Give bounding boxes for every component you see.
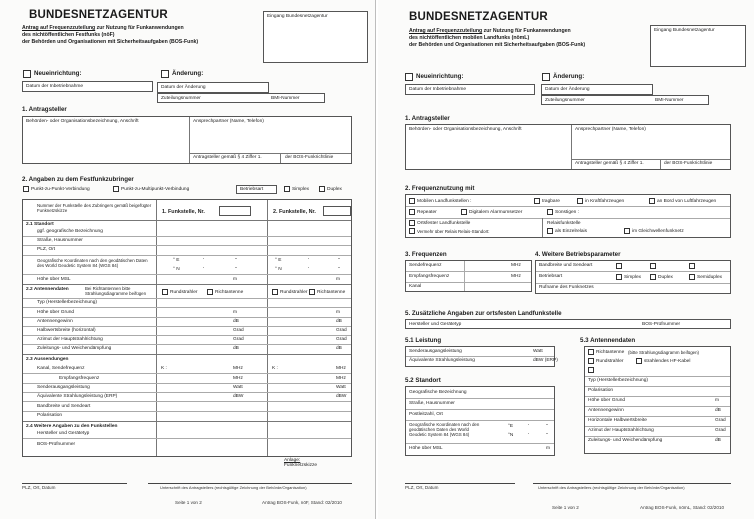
zuteilungsnummer-field[interactable]: Zuteilungsnummer BMI-Nummer [541, 95, 709, 105]
section-53-title: 5.3 Antennendaten [580, 337, 636, 344]
inbetriebnahme-field[interactable]: Datum der Inbetriebnahme [405, 84, 535, 95]
standort-box[interactable]: Geografische Bezeichnung Straße, Hausnummer Postleitzahl, Ort Geografische Koordinaten nach den geodätischen Daten des World Geodetic System 84 (WGS 84) °E ' '' °N ' '' Höhe über MSL m [405, 386, 555, 456]
section-51-title: 5.1 Leistung [405, 337, 442, 344]
aenderung-datum-field[interactable]: Datum der Änderung [541, 84, 653, 95]
antragsteller-box[interactable]: Behörden- oder Organisationsbezeichnung, Anschrift Ansprechpartner (Name, Telefon) Antragsteller gemäß § 4 Ziffer 1. der BOS-Funkrichtlinie [405, 124, 731, 170]
aenderung-checkbox[interactable] [542, 73, 550, 81]
eingang-box[interactable]: Eingang Bundesnetzagentur [263, 11, 368, 63]
section-5-title: 5. Zusätzliche Angaben zur ortsfesten Landfunkstelle [405, 310, 562, 317]
section-4-title: 4. Weitere Betriebsparameter [535, 251, 621, 258]
duplex-checkbox[interactable] [319, 186, 325, 192]
org-title: BUNDESNETZAGENTUR [29, 9, 168, 21]
section-2-title: 2. Angaben zu dem Festfunkzubringer [22, 176, 134, 183]
eingang-box[interactable]: Eingang Bundesnetzagentur [650, 25, 746, 67]
antennendaten-box[interactable]: Richtantenne (bitte Strahlungsdiagramm beifügen) Rundstrahler strahlendes HF-Kabel Typ (Herstellerbezeichnung) Polarisation Höhe über Grund m Antennengewinn dB Horizontale Halbwertsbreite Grad Azimut der Hauptstrahlrichtung Grad Zuleitungs- und Weichendämpfung dB [584, 346, 731, 454]
frequenzen-box[interactable]: Sendefrequenz MHz Empfangsfrequenz MHz Kanal [405, 260, 532, 292]
frequenznutzung-box[interactable]: Mobilen Landfunkstellen : tragbare in Kraftfahrzeugen an Bord von Luftfahrzeugen Repeater Digitalem Alarmumsetzer Sonstigen : Ortsfester Landfunkstelle Vermehr über Relais Relais-Standort: Relaisfunkstelle als Einzelrelais im Gleichwellenfunknetz [405, 194, 731, 238]
leistung-box[interactable]: Senderausgangsleistung Watt Äquivalente Strahlungsleistung dBW (ERP) [405, 346, 555, 367]
pmp-checkbox[interactable] [113, 186, 119, 192]
section-2-title: 2. Frequenznutzung mit [405, 185, 475, 192]
form-subtitle: Antrag auf Frequenzzuteilung zur Nutzung für Funkanwendungen des nichtöffentlichen Festfunks (nöF) der Behörden und Organisationen mit Sicherheitsaufgaben (BOS-Funk) [22, 25, 199, 45]
pp-checkbox[interactable] [23, 186, 29, 192]
neueinrichtung-checkbox[interactable] [23, 70, 31, 78]
aenderung-checkbox[interactable] [161, 70, 169, 78]
zuteilungsnummer-field[interactable]: Zuteilungsnummer BMI-Nummer [157, 93, 325, 103]
section-3-title: 3. Frequenzen [405, 251, 447, 258]
inbetriebnahme-field[interactable]: Datum der Inbetriebnahme [22, 81, 153, 92]
org-title: BUNDESNETZAGENTUR [409, 11, 548, 23]
hersteller-row[interactable]: Hersteller und Gerätetyp BOS-Prüfnummer [405, 319, 731, 329]
betriebsparameter-box[interactable]: Bandbreite und Sendeart Betriebsart Simplex Duplex Semiduplex Rufname des Funknetzes [535, 260, 731, 294]
simplex-checkbox[interactable] [284, 186, 290, 192]
neueinrichtung-checkbox[interactable] [405, 73, 413, 81]
zubringer-table[interactable]: Nummer der Funkstelle des Zubringers gemäß beigefügter Funknetzskizze 1. Funkstelle, Nr. 2. Funkstelle, Nr. 2.1 Standort ggf. geografische Bezeichnung Straße, Hausnummer PLZ, Ort Geografische Koordinaten nach den geodätischen Daten des World Geodetic System 84 (WGS 84) ° E ' '' ° N ' '' ° E ' '' ° N ' '' Höhe über MSL m m 2.2 Antennendaten Bei Richtantennen bitte Strahlungsdiagramme beifügen Rundstrahler Richtantenne Rundstrahler Richtantenne Typ (Herstellerbezeichnung) Höhe über Grund m m Antennengewinn dB dB Halbwertsbreite (horizontal) Grad Grad Azimut der Hauptstrahlrichtung Grad Grad Zuleitungs- und Weichendämpfung dB dB 2.3 Aussendungen Kanal, Sendefrequenz K : MHz K : MHz Empfangsfrequenz MHz MHz Senderausgangsleistung Watt Watt Äquivalente Strahlungsleistung (ERP) dBW dBW Bandbreite und Sendeart Polarisation 2.4 Weitere Angaben zu den Funkstellen Hersteller und Gerätetyp BOS-Prüfnummer [22, 199, 352, 457]
form-page-noeml: BUNDESNETZAGENTUR Antrag auf Frequenzzuteilung zur Nutzung für Funkanwendungen des nichtöffentlichen mobilen Landfunks (nömL) der Behörden und Organisationen mit Sicherheitsaufgaben (BOS-Funk) Eingang Bundesnetzagentur Neueinrichtung: Änderung: Datum der Inbetriebnahme Datum der Änderung Zuteilungsnummer BMI-Nummer 1. Antragsteller Behörden- oder Organisationsbezeichnung, Anschrift Ansprechpartner (Name, Telefon) Antragsteller gemäß § 4 Ziffer 1. der BOS-Funkrichtlinie 2. Frequenznutzung mit Mobilen Landfunkstellen : tragbare in Kraftfahrzeugen an Bord von Luftfahrzeugen Repeater Digitalem Alarmumsetzer Sonstigen : Ortsfester Landfunkstelle Vermehr über Relais Relais-Standort: Relaisfunkstelle als Einzelrelais im Gleichwellenfunknetz 3. Frequenzen Sendefrequenz MHz Empfangsfrequenz MHz Kanal 4. Weitere Betriebsparameter Bandbreite und Sendeart Betriebsart Simplex Duplex Semiduplex Rufname des Funknetzes 5. Zusätzliche Angaben zur ortsfesten Landfunkstelle Hersteller und Gerätetyp BOS-Prüfnummer 5.1 Leistung Senderausgangsleistung Watt Äquivalente Strahlungsleistung dBW (ERP) 5.2 Standort Geografische Bezeichnung Straße, Hausnummer Postleitzahl, Ort Geografische Koordinaten nach den geodätischen Daten des World Geodetic System 84 (WGS 84) °E ' '' °N ' '' Höhe über MSL m 5.3 Antennendaten Richtantenne (bitte Strahlungsdiagramm beifügen) Rundstrahler strahlendes HF-Kabel Typ (Herstellerbezeichnung) Polarisation Höhe über Grund m Antennengewinn dB Horizontale Halbwertsbreite Grad Azimut der Hauptstrahlrichtung Grad Zuleitungs- und Weichendämpfung dB PLZ, Ort, Datum Unterschrift des Antragstellers (rechtsgültige Zeichnung der Behörde/Organisation) Seite 1 von 2 Antrag BOS-Funk, nömL, Stand: 02/2010 [378, 0, 754, 519]
aenderung-datum-field[interactable]: Datum der Änderung [157, 82, 269, 93]
form-subtitle: Antrag auf Frequenzzuteilung zur Nutzung für Funkanwendungen des nichtöffentlichen mobilen Landfunks (nömL) der Behörden und Organisationen mit Sicherheitsaufgaben (BOS-Funk) [409, 28, 586, 48]
form-page-noef: BUNDESNETZAGENTUR Antrag auf Frequenzzuteilung zur Nutzung für Funkanwendungen des nichtöffentlichen Festfunks (nöF) der Behörden und Organisationen mit Sicherheitsaufgaben (BOS-Funk) Eingang Bundesnetzagentur Neueinrichtung: Änderung: Datum der Inbetriebnahme Datum der Änderung Zuteilungsnummer BMI-Nummer 1. Antragsteller Behörden- oder Organisationsbezeichnung, Anschrift Ansprechpartner (Name, Telefon) Antragsteller gemäß § 4 Ziffer 1. der BOS-Funkrichtlinie 2. Angaben zu dem Festfunkzubringer Punkt-zu-Punkt-Verbindung Punkt-zu-Multipunkt-Verbindung Betriebsart Simplex Duplex Nummer der Funkstelle des Zubringers gemäß beigefügter Funknetzskizze 1. Funkstelle, Nr. 2. Funkstelle, Nr. 2.1 Standort ggf. geografische Bezeichnung Straße, Hausnummer PLZ, Ort Geografische Koordinaten nach den geodätischen Daten des World Geodetic System 84 (WGS 84) ° E ' '' ° N ' '' ° E ' '' ° N ' '' Höhe über MSL m m 2.2 Antennendaten Bei Richtantennen bitte Strahlungsdiagramme beifügen Rundstrahler Richtantenne Rundstrahler Richtantenne Typ (Herstellerbezeichnung) Höhe über Grund m m Antennengewinn dB dB Halbwertsbreite (horizontal) Grad Grad Azimut der Hauptstrahlrichtung Grad Grad Zuleitungs- und Weichendämpfung dB dB 2.3 Aussendungen Kanal, Sendefrequenz K : MHz K : MHz Empfangsfrequenz MHz MHz Senderausgangsleistung Watt Watt Äquivalente Strahlungsleistung (ERP) dBW dBW Bandbreite und Sendeart Polarisation 2.4 Weitere Angaben zu den Funkstellen Hersteller und Gerätetyp BOS-Prüfnummer Anlage: Funknetzskizze PLZ, Ort, Datum Unterschrift des Antragstellers (rechtsgültige Zeichnung der Behörde/Organisation) Seite 1 von 2 Antrag BOS-Funk, nöF, Stand: 02/2010 [0, 0, 376, 519]
section-1-title: 1. Antragsteller [22, 106, 67, 113]
section-1-title: 1. Antragsteller [405, 115, 450, 122]
section-52-title: 5.2 Standort [405, 377, 441, 384]
antragsteller-box[interactable]: Behörden- oder Organisationsbezeichnung, Anschrift Ansprechpartner (Name, Telefon) Antragsteller gemäß § 4 Ziffer 1. der BOS-Funkrichtlinie [22, 116, 352, 164]
